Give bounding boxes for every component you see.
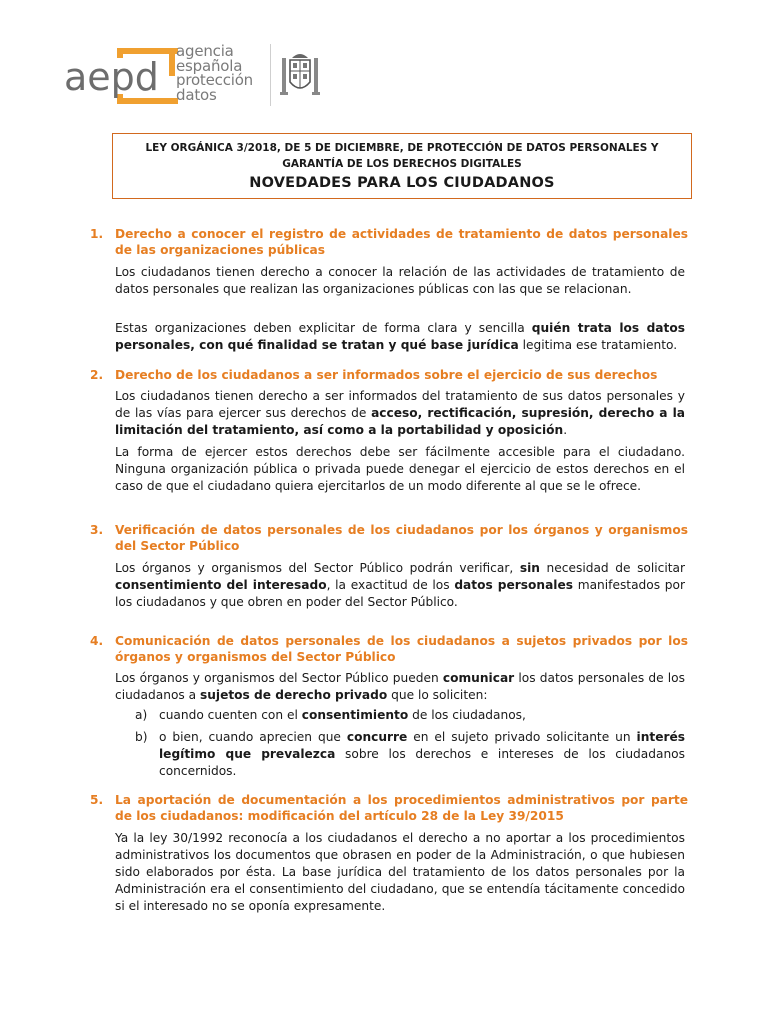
header — [64, 44, 364, 110]
section-5-paragraph-1: Ya la ley 30/1992 reconocía a los ciudadanos el derecho a no aportar a los procedimientos administrativos los documentos que obrasen en poder de la Administración, o que hubiesen sido elaborados por ésta. La base jurídica del tratamiento de los datos personales por la Administración era el consentimiento del ciudadano, que se entendía tácitamente concedido si el interesado no se oponía expresamente. — [115, 831, 685, 913]
section-3-paragraph-1 — [115, 560, 685, 611]
section-1-paragraph-1: Los ciudadanos tienen derecho a conocer la relación de las actividades de tratamiento de datos personales que realizan las organizaciones públicas con las que se relacionan. — [115, 265, 685, 296]
section-number: 5. — [90, 793, 104, 807]
text-span: de los ciudadanos, — [408, 708, 526, 722]
text-span: los datos personales de los ciudadanos a — [115, 671, 685, 702]
text-span: Los órganos y organismos del Sector Público pueden — [115, 671, 443, 685]
bold-span: sujetos de derecho privado — [199, 688, 388, 702]
text-span: legitima ese tratamiento. — [518, 338, 678, 352]
bold-span: quién trata los datos personales, con qué finalidad se tratan y qué base jurídica — [115, 321, 685, 352]
bold-span: datos personales — [454, 578, 574, 592]
text-span: manifestados por los ciudadanos y que obren en poder del Sector Público. — [115, 578, 685, 609]
list-text — [159, 729, 685, 780]
section-2-paragraph-2: La forma de ejercer estos derechos debe ser fácilmente accesible para el ciudadano. Ninguna organización pública o privada puede denegar el ejercicio de estos derechos en el caso de que el ciudadano quiera ejercitarlos de un modo diferente al que se le ofrece. — [115, 445, 685, 493]
bold-span: consentimiento del interesado — [115, 578, 327, 592]
bold-span: concurre — [346, 730, 408, 744]
section-heading: La aportación de documentación a los procedimientos administrativos por parte de los ciudadanos: modificación del artículo 28 de la Ley 39/2015 — [115, 793, 688, 823]
section-2-title — [90, 367, 688, 383]
section-heading: Derecho de los ciudadanos a ser informados sobre el ejercicio de sus derechos — [115, 368, 658, 382]
section-1-paragraph-2 — [115, 320, 685, 354]
text-span: necesidad de solicitar — [539, 561, 685, 575]
list-marker: b) — [135, 730, 148, 744]
text-span: Estas organizaciones deben explicitar de forma clara y sencilla — [115, 321, 532, 335]
logo-text: aepd — [64, 55, 159, 99]
section-4-title — [90, 633, 688, 665]
list-marker: a) — [135, 708, 148, 722]
section-heading: Comunicación de datos personales de los ciudadanos a sujetos privados por los órganos y organismos del Sector Público — [115, 634, 688, 664]
logo-words — [176, 44, 253, 102]
text-span: Los órganos y organismos del Sector Público podrán verificar, — [115, 561, 520, 575]
section-number: 4. — [90, 634, 104, 648]
text-span: . — [563, 423, 568, 437]
law-title: LEY ORGÁNICA 3/2018, DE 5 DE DICIEMBRE, DE PROTECCIÓN DE DATOS PERSONALES Y GARANTÍA DE LOS DERECHOS DIGITALES — [145, 142, 659, 170]
section-1-title — [90, 226, 688, 258]
bold-span: acceso, rectificación, supresión, derecho a la limitación del tratamiento, así como a la portabilidad y oposición — [115, 406, 686, 437]
section-3-title — [90, 522, 688, 554]
section-4-paragraph-1 — [115, 670, 685, 704]
document-title-box — [112, 133, 692, 199]
bold-span: comunicar — [442, 671, 515, 685]
section-number: 2. — [90, 368, 104, 382]
list-text — [159, 707, 685, 724]
text-span: cuando cuenten con el — [159, 708, 302, 722]
section-5-title — [90, 792, 688, 824]
text-span: que lo soliciten: — [387, 688, 488, 702]
text-span: o bien, cuando aprecien que — [159, 730, 347, 744]
logo-word: agencia — [176, 42, 234, 60]
coat-of-arms-icon — [278, 48, 322, 102]
logo-word: datos — [176, 85, 217, 104]
section-heading: Verificación de datos personales de los ciudadanos por los órganos y organismos del Sector Público — [115, 523, 688, 553]
page-title: NOVEDADES PARA LOS CIUDADANOS — [249, 175, 555, 191]
bold-span: sin — [519, 561, 540, 575]
text-span: en el sujeto privado solicitante un — [407, 730, 637, 744]
logo-word: española — [176, 56, 243, 75]
text-span: Los ciudadanos tienen derecho a ser informados del tratamiento de sus datos personales y de las vías para ejercer sus derechos de — [115, 389, 685, 420]
logo-word: protección — [176, 71, 253, 89]
section-number: 1. — [90, 227, 104, 241]
bold-span: consentimiento — [301, 708, 409, 722]
text-span: sobre los derechos e intereses de los ciudadanos concernidos. — [159, 747, 685, 778]
list-item — [135, 729, 685, 780]
section-number: 3. — [90, 523, 104, 537]
section-2-paragraph-1 — [115, 388, 685, 439]
list-item — [135, 707, 685, 724]
bold-span: interés legítimo que prevalezca — [159, 730, 685, 761]
logo-divider — [270, 44, 271, 106]
text-span: , la exactitud de los — [326, 578, 455, 592]
section-heading: Derecho a conocer el registro de actividades de tratamiento de datos personales de las organizaciones públicas — [115, 227, 688, 257]
